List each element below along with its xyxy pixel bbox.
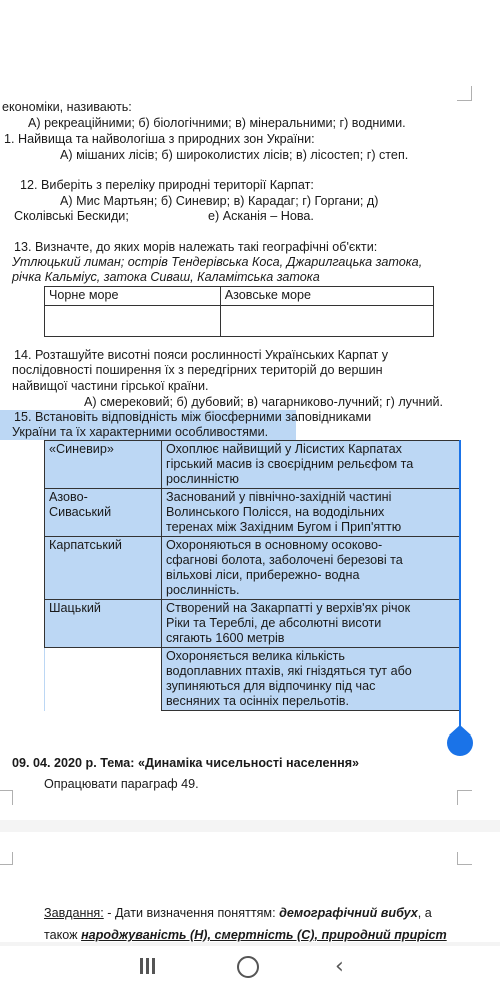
table-row bbox=[45, 441, 460, 489]
question-14-options: А) смерековий; б) дубовий; в) чагарниково-лучний; г) лучний. bbox=[84, 395, 444, 409]
page-corner-mark bbox=[0, 852, 13, 865]
reserve-description: Заснований у північно-західній частині Волинського Полісся, на вододільних теренах між Західним Бугом і Прип'яттю bbox=[162, 489, 460, 537]
lesson-topic: 09. 04. 2020 р. Тема: «Динаміка чисельності населення» bbox=[12, 756, 360, 770]
question-10-tail: економіки, називають: bbox=[2, 100, 132, 114]
page-corner-mark bbox=[457, 852, 472, 865]
reserve-description: Охоплює найвищий у Лісистих Карпатах гірський масив із своєрідним рельєфом та рослинністю bbox=[162, 441, 460, 489]
table-row bbox=[45, 600, 460, 648]
recents-icon[interactable] bbox=[140, 958, 156, 974]
question-14-line2: послідовності поширення їх з передгірних територій до вершин bbox=[12, 363, 383, 377]
selection-handle-line bbox=[459, 440, 461, 740]
azov-sea-cell bbox=[220, 306, 433, 337]
question-11-options: А) мішаних лісів; б) широколистих лісів; в) лісостеп; г) степ. bbox=[60, 148, 409, 162]
reserve-name-empty bbox=[45, 648, 162, 711]
page-corner-mark bbox=[457, 790, 472, 805]
black-sea-header: Чорне море bbox=[45, 287, 221, 306]
table-row bbox=[45, 537, 460, 600]
selection-handle[interactable] bbox=[447, 730, 473, 756]
question-10-options: А) рекреаційними; б) біологічними; в) мінеральними; г) водними. bbox=[28, 116, 406, 130]
question-11: 1. Найвища та найвологіша з природних зон України: bbox=[4, 132, 315, 146]
reserve-name: Азово- Сиваський bbox=[45, 489, 162, 537]
assignment-line2: також народжуваність (Н), смертність (С), природний приріст bbox=[44, 928, 447, 942]
reserve-name: «Синевир» bbox=[45, 441, 162, 489]
question-12-options: А) Мис Мартьян; б) Синевир; в) Карадаг; г) Горгани; д) bbox=[60, 194, 379, 208]
seas-table bbox=[44, 286, 434, 337]
reserves-matching-table[interactable] bbox=[44, 440, 460, 711]
question-13: 13. Визначте, до яких морів належать такі географічні об'єкти: bbox=[14, 240, 378, 254]
black-sea-cell bbox=[45, 306, 221, 337]
lesson-task: Опрацювати параграф 49. bbox=[44, 777, 199, 791]
reserve-name: Карпатський bbox=[45, 537, 162, 600]
question-13-objects-cont: річка Кальміус, затока Сиваш, Каламітська затока bbox=[12, 270, 320, 284]
document-page-2 bbox=[0, 832, 500, 942]
home-icon[interactable] bbox=[237, 956, 259, 978]
question-14-line3: найвищої частини гірської країни. bbox=[12, 379, 209, 393]
question-12-options-cont: Сколівські Бескиди; bbox=[14, 209, 129, 223]
page-corner-mark bbox=[457, 86, 472, 101]
page-corner-mark bbox=[0, 790, 13, 805]
reserve-description: Створений на Закарпатті у верхів'ях річок Ріки та Тереблі, де абсолютні висоти сягають 1600 метрів bbox=[162, 600, 460, 648]
table-row bbox=[45, 489, 460, 537]
azov-sea-header: Азовське море bbox=[220, 287, 433, 306]
table-row bbox=[45, 648, 460, 711]
question-15[interactable]: 15. Встановіть відповідність між біосферними заповідниками bbox=[14, 410, 372, 424]
back-icon[interactable]: ‹ bbox=[335, 954, 344, 979]
question-12: 12. Виберіть з переліку природні території Карпат: bbox=[20, 178, 314, 192]
question-14: 14. Розташуйте висотні пояси рослинності Українських Карпат у bbox=[14, 348, 389, 362]
assignment-line1: Завдання: - Дати визначення поняттям: демографічний вибух, а bbox=[44, 906, 432, 920]
reserve-description: Охороняється велика кількість водоплавних птахів, які гніздяться тут або зупиняються для відпочинку під час весняних та осінніх перельотів. bbox=[162, 648, 460, 711]
question-13-objects: Утлюцький лиман; острів Тендерівська Коса, Джарилгацька затока, bbox=[12, 255, 423, 269]
reserve-description: Охороняються в основному осоково- сфагнові болота, заболочені березові та вільхові ліси, прибережно- водна рослинність. bbox=[162, 537, 460, 600]
question-12-options-e: е) Асканія – Нова. bbox=[208, 209, 314, 223]
question-15-line2[interactable]: України та їх характерними особливостями. bbox=[12, 425, 269, 439]
reserve-name: Шацький bbox=[45, 600, 162, 648]
